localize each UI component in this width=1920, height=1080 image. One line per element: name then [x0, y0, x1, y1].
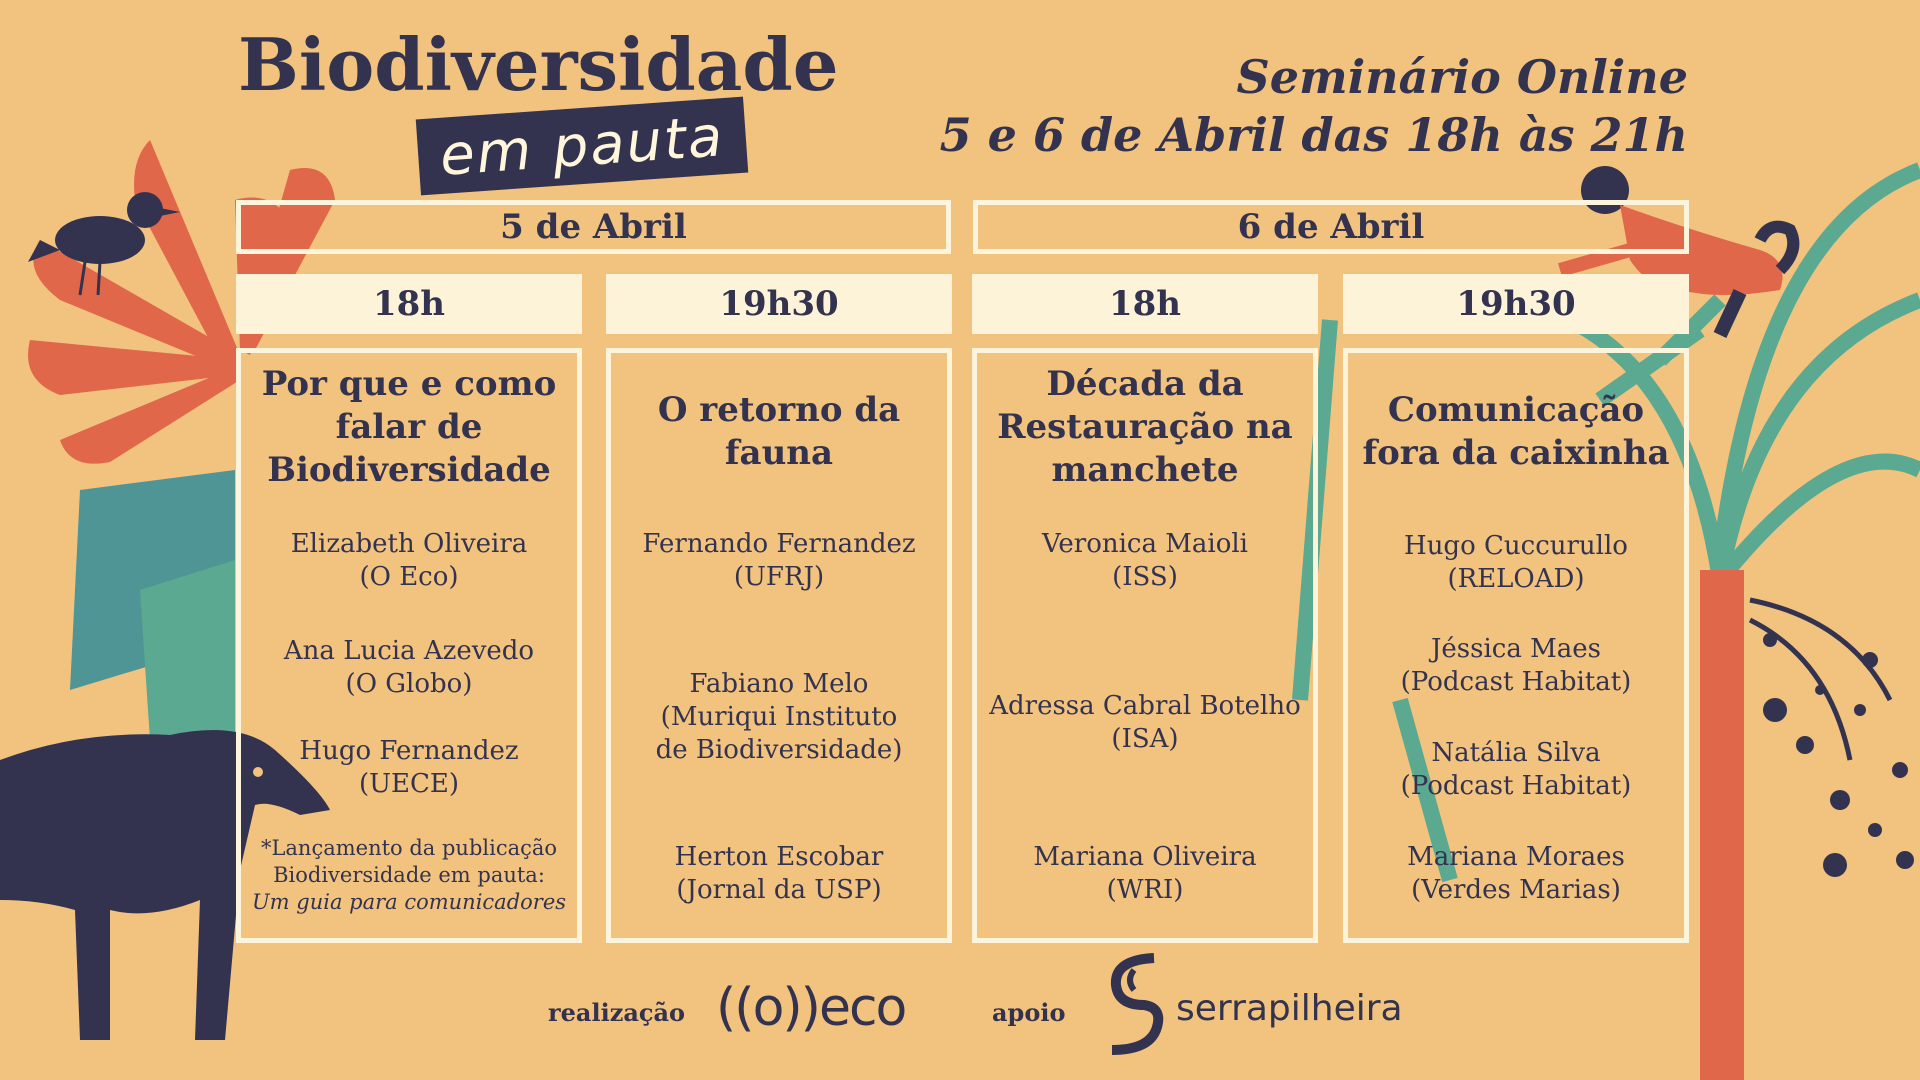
speaker: Adressa Cabral Botelho (ISA): [989, 691, 1301, 754]
speaker: Fabiano Melo (Muriqui Instituto de Biodiversidade): [655, 669, 903, 765]
event-dates: 5 e 6 de Abril das 18h às 21h: [939, 108, 1688, 162]
speaker: Veronica Maioli (ISS): [1042, 529, 1248, 592]
speaker: Elizabeth Oliveira (O Eco): [290, 529, 528, 592]
palm-trunk: [1700, 570, 1744, 1080]
serrapilheira-logo: serrapilheira: [1176, 988, 1403, 1029]
seed-cluster: [1750, 600, 1914, 877]
page-title: Biodiversidade: [238, 22, 839, 107]
serrapilheira-logo-mark: [1104, 950, 1164, 1060]
session-title: Comunicação fora da caixinha: [1362, 390, 1670, 473]
speaker: Ana Lucia Azevedo (O Globo): [283, 636, 535, 699]
session-time-2: 19h30: [606, 274, 952, 334]
session-title: Década da Restauração na manchete: [997, 364, 1293, 490]
subtitle-tag-text: em pauta: [437, 103, 727, 189]
session-card-3: [972, 348, 1318, 943]
apoio-label: apoio: [992, 998, 1066, 1027]
speaker: Fernando Fernandez (UFRJ): [642, 529, 916, 592]
speaker: Hugo Fernandez (UECE): [299, 736, 519, 799]
oeco-logo: ((o))eco: [716, 978, 906, 1038]
speaker: Mariana Oliveira (WRI): [1033, 842, 1257, 905]
speaker: Mariana Moraes (Verdes Marias): [1407, 842, 1625, 905]
session-card-1: [236, 348, 582, 943]
speaker: Hugo Cuccurullo (RELOAD): [1404, 531, 1628, 594]
speaker: Herton Escobar (Jornal da USP): [674, 842, 884, 905]
leaf-icon: [70, 470, 235, 760]
session-time-3: 18h: [972, 274, 1318, 334]
session-card-2: [606, 348, 952, 943]
session-time-1: 18h: [236, 274, 582, 334]
realizacao-label: realização: [548, 998, 686, 1027]
speaker: Jéssica Maes (Podcast Habitat): [1400, 634, 1632, 697]
session-time-4: 19h30: [1343, 274, 1689, 334]
day-header-2: 6 de Abril: [973, 200, 1689, 254]
speaker: Natália Silva (Podcast Habitat): [1400, 738, 1632, 801]
event-type: Seminário Online: [1236, 50, 1688, 104]
session-title: O retorno da fauna: [657, 390, 901, 473]
day-header-1: 5 de Abril: [236, 200, 951, 254]
publication-note: *Lançamento da publicação Biodiversidade em pauta: Um guia para comunicadores: [251, 836, 567, 914]
session-card-4: [1343, 348, 1689, 943]
session-title: Por que e como falar de Biodiversidade: [261, 364, 557, 490]
event-info: [940, 48, 1688, 164]
